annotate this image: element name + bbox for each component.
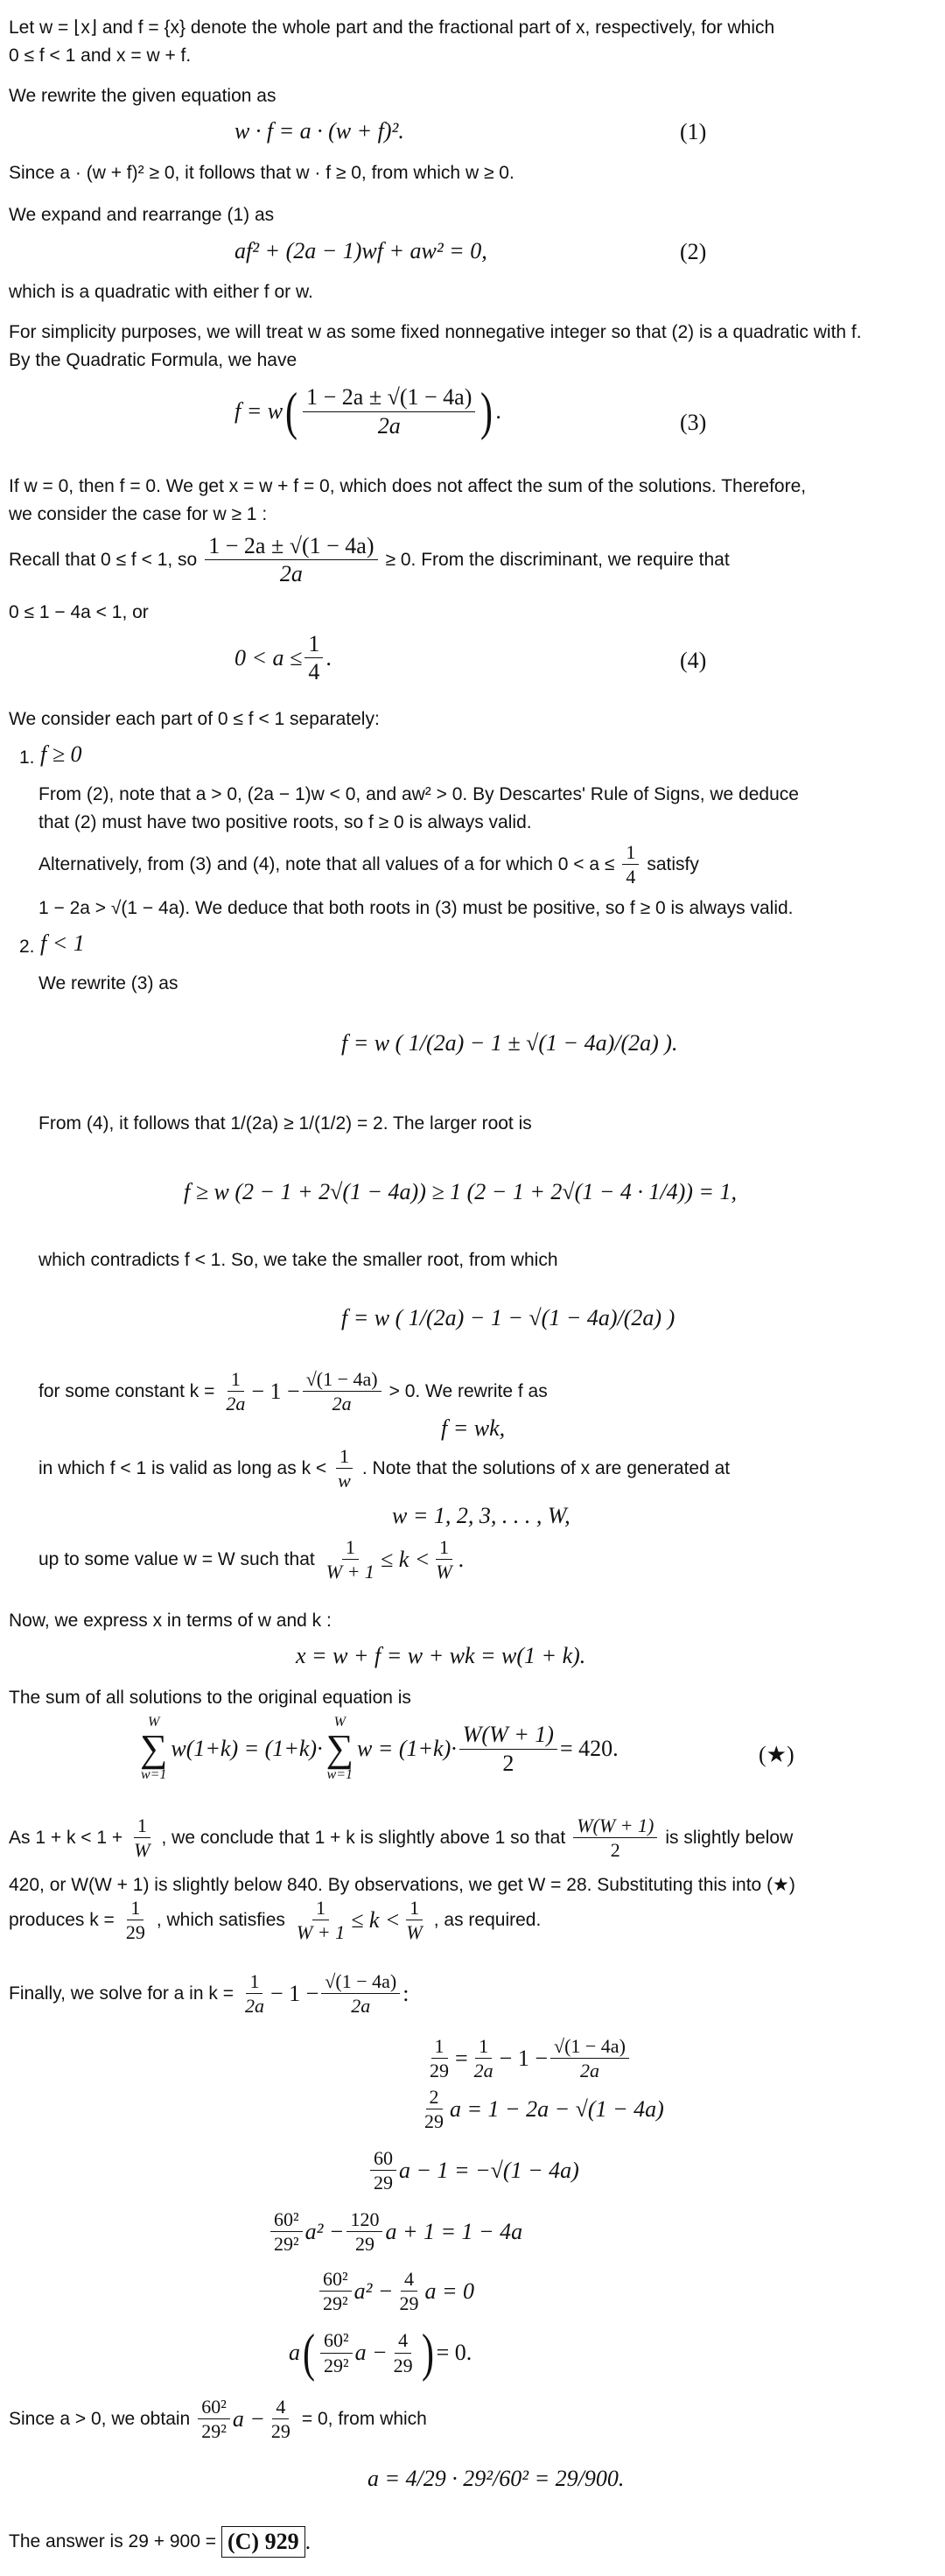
- equation-2: af² + (2a − 1)wf + aw² = 0,: [234, 238, 487, 263]
- simplicity-line: For simplicity purposes, we will treat w as some fixed nonnegative integer so that (2) is a quadratic with f.: [9, 322, 862, 342]
- item1-frac-num: 1: [622, 842, 639, 865]
- quadratic-line: which is a quadratic with either f or w.: [9, 282, 313, 302]
- item1-frac-den: 4: [626, 866, 636, 888]
- eq4-lhs: 0 < a ≤: [234, 644, 303, 670]
- quadratic-formula-line: By the Quadratic Formula, we have: [9, 350, 298, 370]
- if-w-zero-line: If w = 0, then f = 0. We get x = w + f = 0, which does not affect the sum of the solutions. Therefore,: [9, 476, 807, 496]
- up-to-line: up to some value w = W such that $\frac{1}{W + 1}$ ≤ k < $\frac{1}{W}$ .: [38, 1536, 465, 1583]
- item-2-label: 2.: [19, 937, 35, 957]
- finally-pre: Finally, we solve for a in k =: [9, 1983, 234, 2004]
- since-a-post: = 0, from which: [301, 2408, 427, 2429]
- constant-k-post: > 0. We rewrite f as: [388, 1380, 548, 1401]
- equation-2-tag: (2): [680, 239, 707, 264]
- recall-line: [4, 534, 735, 586]
- valid-post: . Note that the solutions of x are generated at: [361, 1457, 731, 1478]
- valid-pre: in which f < 1 is valid as long as k <: [38, 1457, 327, 1478]
- answer-pre: The answer is 29 + 900 =: [9, 2531, 216, 2551]
- discriminant-line: 0 ≤ 1 − 4a < 1, or: [9, 602, 149, 622]
- valid-line: in which f < 1 is valid as long as k < $\frac{1}{w}$ . Note that the solutions of x are generated at: [38, 1445, 731, 1492]
- recall-post: ≥ 0. From the discriminant, we require that: [385, 549, 730, 570]
- derivation-step-4: $\frac{\text{60²}}{\text{29²}}$ a² − $\frac{120}{29}$ a + 1 = 1 − 4a: [268, 2209, 522, 2254]
- produces-line: produces k = $\frac{1}{29}$ , which satisfies $\frac{1}{W + 1}$ ≤ k < $\frac{1}{W}$ , as required.: [9, 1897, 542, 1944]
- intro-line-2: 0 ≤ f < 1 and x = w + f.: [9, 46, 192, 66]
- item-1-para-1a: From (2), note that a > 0, (2a − 1)w < 0, and aw² > 0. By Descartes' Rule of Signs, we deduce: [38, 784, 799, 804]
- answer-post: .: [304, 2529, 312, 2554]
- derivation-step-5: $\frac{\text{60²}}{\text{29²}}$ a² − $\frac{4}{29}$ a = 0: [317, 2269, 474, 2313]
- sum-equation: W ∑ w=1 w(1+k) = (1+k)· W ∑ w=1 w = (1+k)· $\frac{W(W + 1)}{2}$ = 420.: [140, 1715, 619, 1782]
- eq4-numerator: 1: [304, 632, 323, 658]
- as-pre: As 1 + k < 1 +: [9, 1827, 123, 1848]
- answer-box: (C) 929: [221, 2526, 305, 2558]
- item-1-label: 1.: [19, 748, 35, 768]
- contradicts-line: which contradicts f < 1. So, we take the smaller root, from which: [38, 1250, 558, 1270]
- eq4-denominator: 4: [308, 659, 320, 685]
- equation-3: f = w ( $\frac{1 - 2a \pm √(1 - 4a)}{2a}$ ) .: [234, 383, 501, 440]
- eq3-denominator: 2a: [377, 412, 401, 439]
- item-1-para-1b: that (2) must have two positive roots, so f ≥ 0 is always valid.: [38, 812, 532, 832]
- eq3-numerator: 1 − 2a ± √(1 − 4a): [303, 385, 475, 411]
- recall-pre: Recall that 0 ≤ f < 1, so: [9, 549, 198, 570]
- rewrite-line: We rewrite the given equation as: [9, 86, 276, 106]
- observation-line: 420, or W(W + 1) is slightly below 840. By observations, we get W = 28. Substituting this into (★): [9, 1875, 795, 1895]
- equation-5: f = w ( 1/(2a) − 1 ± √(1 − 4a)/(2a) ).: [341, 1030, 678, 1056]
- as-mid: , we conclude that 1 + k is slightly above 1 so that: [161, 1827, 566, 1848]
- derivation-step-1: $\frac{1}{29}$ = $\frac{1}{2a}$ − 1 − $\frac{√(1 - 4a)}{2a}$: [424, 2036, 632, 2081]
- item-1-para-2a-text: Alternatively, from (3) and (4), note that all values of a for which 0 < a ≤: [38, 853, 615, 874]
- larger-root-line: f ≥ w (2 − 1 + 2√(1 − 4a)) ≥ 1 (2 − 1 + 2√(1 − 4 · 1/4)) = 1,: [184, 1179, 737, 1204]
- consider-w1-line: we consider the case for w ≥ 1 :: [9, 504, 268, 524]
- derivation-step-6: a ( $\frac{\text{60²}}{\text{29²}}$ a − $\frac{4}{29}$ ) = 0.: [289, 2324, 472, 2382]
- derivation-step-3: $\frac{60}{29}$ a − 1 = −√(1 − 4a): [368, 2148, 579, 2193]
- recall-numerator: 1 − 2a ± √(1 − 4a): [205, 534, 377, 560]
- answer-line: [4, 2526, 311, 2558]
- sum-all-line: The sum of all solutions to the original equation is: [9, 1688, 411, 1708]
- item-1-para-2b: 1 − 2a > √(1 − 4a). We deduce that both roots in (3) must be positive, so f ≥ 0 is always valid.: [38, 898, 794, 918]
- since-a-pre: Since a > 0, we obtain: [9, 2408, 191, 2429]
- w-list: w = 1, 2, 3, . . . , W,: [392, 1503, 570, 1528]
- equation-1: w · f = a · (w + f)².: [234, 118, 404, 144]
- f-equals-wk: f = wk,: [441, 1415, 506, 1441]
- up-to-mid: ≤ k <: [380, 1546, 430, 1572]
- equation-1-tag: (1): [680, 119, 707, 144]
- x-equation: x = w + f = w + wk = w(1 + k).: [296, 1643, 586, 1668]
- produces-post: , as required.: [433, 1909, 542, 1930]
- item-2-heading: f < 1: [40, 930, 85, 956]
- recall-denominator: 2a: [279, 561, 303, 587]
- equation-4: 0 < a ≤ $\frac{1}{4}$ .: [234, 631, 332, 685]
- from-4-line: From (4), it follows that 1/(2a) ≥ 1/(1/2) = 2. The larger root is: [38, 1113, 532, 1134]
- express-line: Now, we express x in terms of w and k :: [9, 1611, 332, 1631]
- final-a: a = 4/29 · 29²/60² = 29/900.: [368, 2466, 625, 2491]
- sum-result: = 420.: [559, 1736, 619, 1761]
- consider-parts-line: We consider each part of 0 ≤ f < 1 separately:: [9, 709, 380, 729]
- equation-6: f = w ( 1/(2a) − 1 − √(1 − 4a)/(2a) ): [341, 1305, 676, 1330]
- equation-4-tag: (4): [680, 648, 707, 673]
- item-1-para-2a: [33, 842, 704, 887]
- produces-mid: , which satisfies: [156, 1909, 285, 1930]
- constant-k-pre: for some constant k =: [38, 1380, 215, 1401]
- since-line: Since a · (w + f)² ≥ 0, it follows that w · f ≥ 0, from which w ≥ 0.: [9, 163, 514, 183]
- eq3-lhs: f = w: [234, 398, 284, 424]
- star-tag: (★): [759, 1742, 794, 1767]
- constant-k-line: for some constant k = $\frac{1}{2a}$ − 1 − $\frac{√(1 - 4a)}{2a}$ > 0. We rewrite f as: [38, 1368, 548, 1415]
- produces-pre: produces k =: [9, 1909, 115, 1930]
- derivation-step-2: $\frac{2}{29}$ a = 1 − 2a − √(1 − 4a): [424, 2086, 664, 2133]
- item-2-rewrite: We rewrite (3) as: [38, 973, 178, 993]
- expand-line: We expand and rearrange (1) as: [9, 205, 275, 225]
- since-a-line: Since a > 0, we obtain $\frac{\text{60²}}{\text{29²}}$ a − $\frac{4}{29}$ = 0, from which: [9, 2396, 427, 2443]
- up-to-pre: up to some value w = W such that: [38, 1548, 315, 1569]
- finally-line: Finally, we solve for a in k = $\frac{1}{2a}$ − 1 − $\frac{√(1 - 4a)}{2a}$ :: [9, 1970, 410, 2018]
- as-line: As 1 + k < 1 + $\frac{1}{W}$ , we conclude that 1 + k is slightly above 1 so that $\frac{W(W + 1)}{2}$ is slightly below: [9, 1814, 794, 1862]
- intro-line-1: Let w = ⌊x⌋ and f = {x} denote the whole part and the fractional part of x, respectively, for which: [9, 18, 775, 38]
- as-post: is slightly below: [665, 1827, 794, 1848]
- item-1-heading: f ≥ 0: [40, 741, 82, 767]
- equation-3-tag: (3): [680, 410, 707, 435]
- item-1-para-2a-end: satisfy: [647, 853, 699, 874]
